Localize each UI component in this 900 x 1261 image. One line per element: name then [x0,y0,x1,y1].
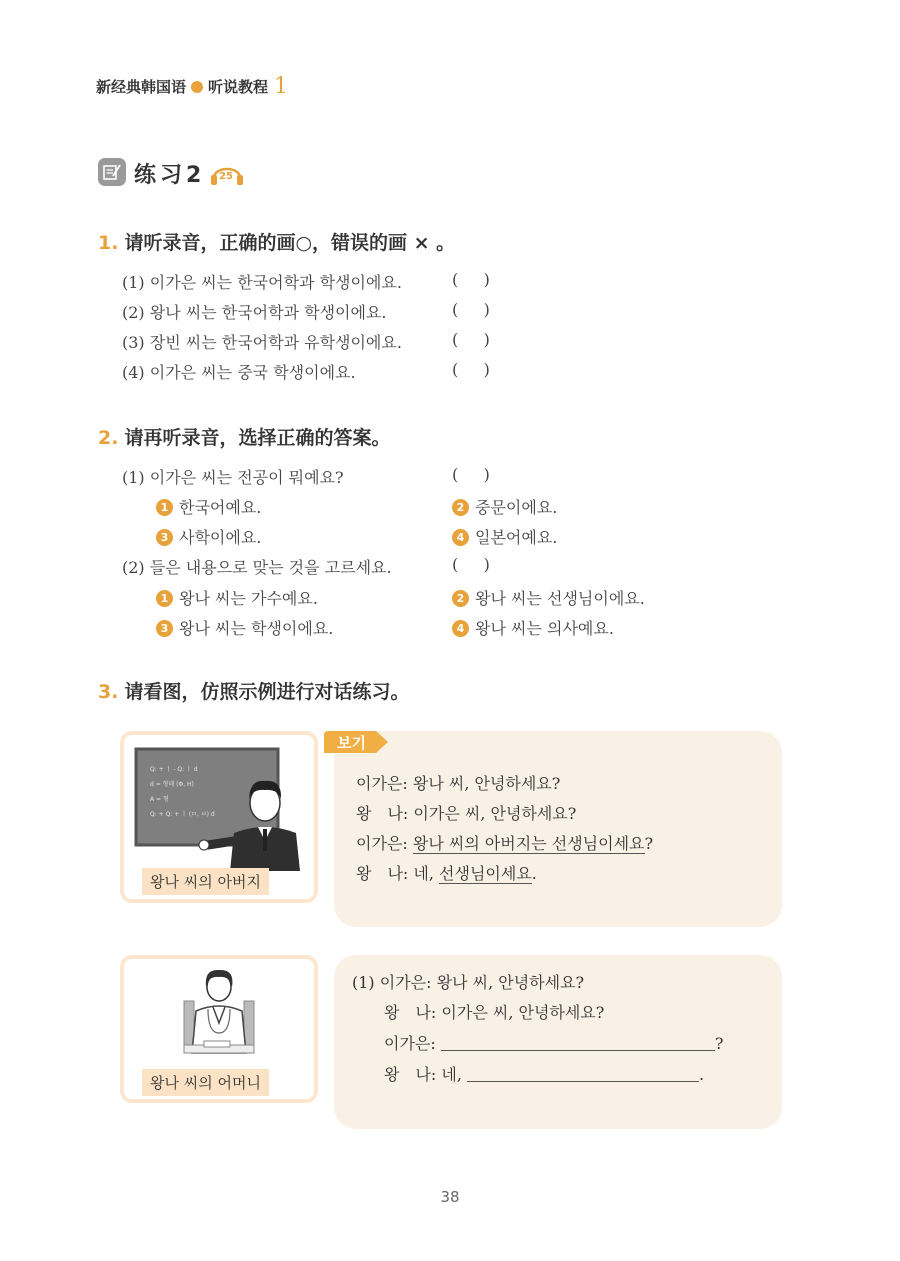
option-text: 왕나 씨는 학생이에요. [179,619,334,638]
option[interactable] [452,525,557,548]
utterance: 이가은 씨, 안녕하세요? [413,804,577,823]
q1-item-3: (3) 장빈 씨는 한국어학과 유학생이에요. [122,333,402,352]
option[interactable] [156,586,318,609]
teacher-illustration [130,741,310,871]
option-number: 1 [156,499,173,516]
dialogue-line [384,1031,723,1054]
answer-blank[interactable]: ( ) [452,360,490,379]
question-number: 3. [98,681,119,703]
option-number: 1 [156,590,173,607]
dialogue-line [384,1062,704,1085]
speaker: 이가은: [384,1034,436,1053]
picture-caption: 왕나 씨의 어머니 [142,1069,269,1096]
book-subtitle: 听说教程 [208,78,269,96]
model-answer: 선생님이세요 [439,864,532,883]
utterance: 왕나 씨, 안녕하세요? [436,973,585,992]
headphones-icon[interactable] [210,161,244,191]
option-number: 3 [156,620,173,637]
utterance: 네, [413,864,440,883]
exercise-icon [98,158,126,186]
volume-number: 1 [274,74,289,99]
answer-blank[interactable]: ( ) [452,330,490,349]
board-line: Q: + Q: + ㅣ (ㅁ, ㅂ) d [150,811,215,818]
practice-picture-frame [120,955,318,1103]
dialogue-line [356,831,653,854]
speaker: 왕 나: [356,864,409,883]
punctuation: ? [644,834,654,853]
utterance: 왕나 씨, 안녕하세요? [412,774,561,793]
q2-sub1-label: (1) 이가은 씨는 전공이 뭐예요? [122,468,344,487]
dialogue-line [352,970,584,993]
option[interactable] [156,525,261,548]
option[interactable] [452,495,557,518]
option-number: 4 [452,620,469,637]
question-number: 2. [98,427,119,449]
question-number: 1. [98,232,119,254]
flower-icon [191,81,203,93]
q2-sub2-label: (2) 들은 내용으로 맞는 것을 고르세요. [122,558,392,577]
running-header [96,74,288,99]
board-line: A = 형 [150,796,169,803]
speaker: 이가은: [356,774,408,793]
option-number: 2 [452,590,469,607]
dialogue-line [356,771,560,794]
track-number: 25 [219,171,233,182]
option[interactable] [156,616,333,639]
option-text: 중문이에요. [475,498,558,517]
option-text: 왕나 씨는 선생님이에요. [475,589,645,608]
option-number: 3 [156,529,173,546]
option-number: 4 [452,529,469,546]
answer-blank-line[interactable] [441,1050,715,1051]
option-number: 2 [452,499,469,516]
question-text: 请听录音，正确的画○，错误的画 × 。 [124,232,456,254]
book-title: 新经典韩国语 [96,78,187,96]
answer-blank-line[interactable] [467,1081,699,1082]
option-text: 사학이에요. [179,528,262,547]
punctuation: . [699,1065,705,1084]
doctor-illustration [164,963,274,1063]
item-number: (1) [352,973,375,992]
dialogue-line [384,1000,604,1023]
speaker: 왕 나: [384,1065,437,1084]
speaker: 왕 나: [356,804,409,823]
speaker: 이가은: [356,834,408,853]
example-tag: 보기 [337,734,366,752]
q1-item-1: (1) 이가은 씨는 한국어학과 학생이에요. [122,273,402,292]
exercise-title: 练习2 [134,163,206,188]
answer-blank[interactable]: ( ) [452,555,490,574]
answer-blank[interactable]: ( ) [452,465,490,484]
utterance: 네, [441,1065,468,1084]
board-line: Q: + ㅣ - Q: ㅣ d [150,766,198,773]
option-text: 왕나 씨는 의사예요. [475,619,614,638]
punctuation: ? [714,1034,724,1053]
picture-caption: 왕나 씨의 아버지 [142,868,269,895]
option-text: 일본어예요. [475,528,558,547]
utterance: 이가은 씨, 안녕하세요? [441,1003,605,1022]
answer-blank[interactable]: ( ) [452,270,490,289]
q1-item-2: (2) 왕나 씨는 한국어학과 학생이에요. [122,303,387,322]
dialogue-line [356,801,576,824]
q1-item-4: (4) 이가은 씨는 중국 학생이에요. [122,363,356,382]
option[interactable] [452,616,614,639]
speaker: 왕 나: [384,1003,437,1022]
option-text: 왕나 씨는 가수예요. [179,589,318,608]
board-line: d = 형태 (Φ, H) [150,781,194,788]
option[interactable] [156,495,261,518]
option-text: 한국어예요. [179,498,262,517]
model-answer: 왕나 씨의 아버지는 선생님이세요 [412,834,645,853]
punctuation: . [531,864,537,883]
dialogue-line [356,861,537,884]
question-1-heading [98,228,455,255]
option[interactable] [452,586,645,609]
example-picture-frame [120,731,318,903]
question-text: 请看图，仿照示例进行对话练习。 [124,681,410,703]
page-number: 38 [440,1188,460,1206]
speaker: 이가은: [379,973,432,992]
example-dialogue-panel [334,731,782,927]
question-text: 请再听录音，选择正确的答案。 [124,427,391,449]
answer-blank[interactable]: ( ) [452,300,490,319]
question-3-heading [98,677,409,704]
question-2-heading [98,423,390,450]
